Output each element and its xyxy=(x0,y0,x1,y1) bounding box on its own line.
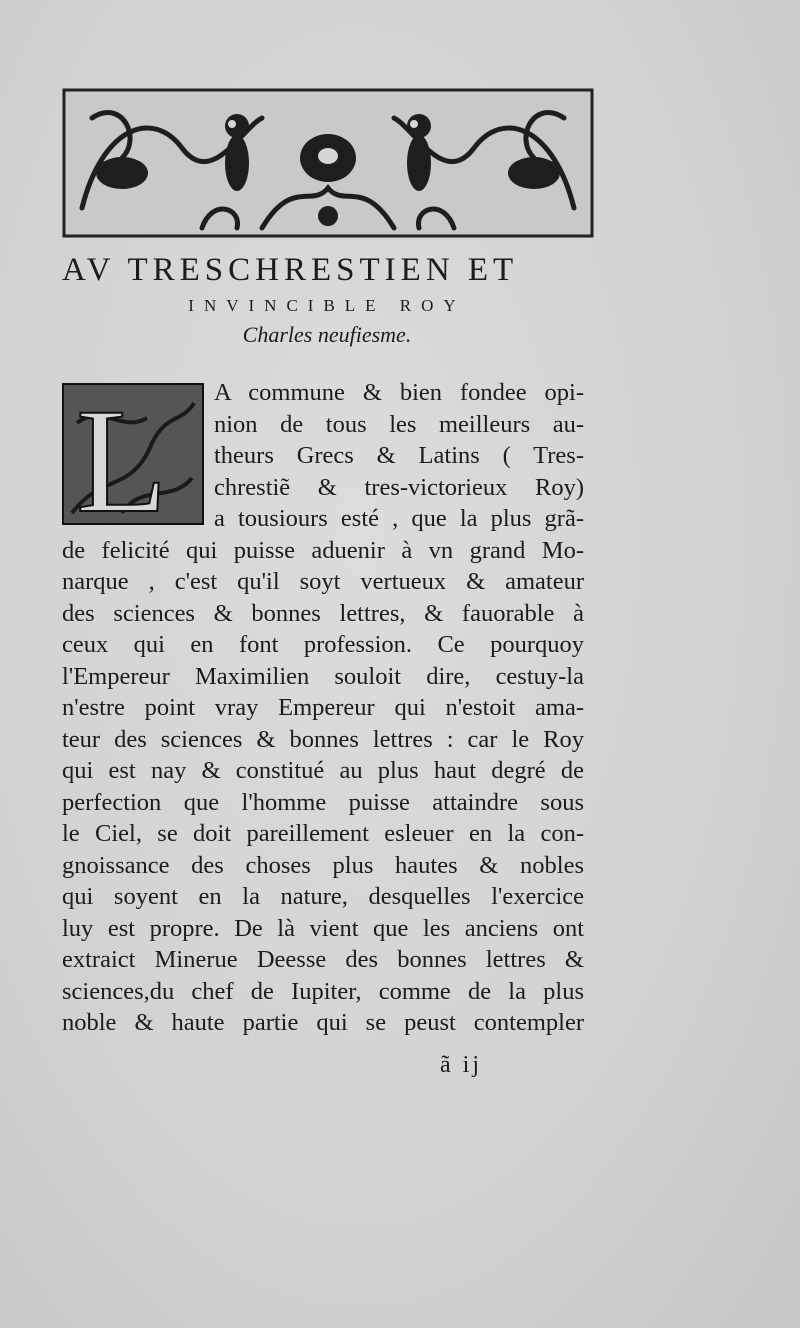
text-line: nion de tous les meilleurs au- xyxy=(214,410,584,438)
text-line: theurs Grecs & Latins ( Tres- xyxy=(214,442,584,469)
text-line: gnoissance des choses plus hautes & nobles xyxy=(62,851,584,879)
text-line: des sciences & bonnes lettres, & fauorable à xyxy=(62,599,584,627)
text-line: ceux qui en font profession. Ce pourquoy xyxy=(62,631,584,658)
text-line: narque , c'est qu'il soyt vertueux & amateur xyxy=(62,568,584,595)
text-line: noble & haute partie qui se peust contempler xyxy=(62,1009,584,1036)
dedication-title-line-3: Charles neufiesme. xyxy=(242,322,412,347)
text-line: a tousiours esté , que la plus grã- xyxy=(214,505,584,532)
text-line: teur des sciences & bonnes lettres : car le Roy xyxy=(62,725,584,753)
text-line: perfection que l'homme puisse attaindre sous xyxy=(62,788,584,816)
text-line: extraict Minerue Deesse des bonnes lettres & xyxy=(62,946,584,973)
text-line: sciences,du chef de Iupiter, comme de la plus xyxy=(62,977,584,1005)
dedication-body xyxy=(62,377,584,1039)
dedication-title-line-2: INVINCIBLE ROY xyxy=(188,296,466,315)
text-line: A commune & bien fondee opi- xyxy=(214,379,584,406)
ornamental-headpiece-icon xyxy=(62,88,594,238)
text-line: luy est propre. De là vient que les anciens ont xyxy=(62,914,584,942)
signature-mark: ã ij xyxy=(440,1052,482,1078)
text-line: l'Empereur Maximilien souloit dire, cestuy-la xyxy=(62,662,584,690)
text-line: chrestiẽ & tres-victorieux Roy) xyxy=(214,473,584,501)
text-line: n'estre point vray Empereur qui n'estoit ama- xyxy=(62,694,584,721)
dedication-title-line-1: AV TRESCHRESTIEN ET xyxy=(62,252,519,288)
text-line: le Ciel, se doit pareillement esleuer en la con- xyxy=(62,820,584,847)
text-line: qui soyent en la nature, desquelles l'exercice xyxy=(62,883,584,910)
text-line: de felicité qui puisse aduenir à vn grand Mo- xyxy=(62,536,584,564)
drop-cap-letter: L xyxy=(76,383,168,525)
text-line: qui est nay & constitué au plus haut degré de xyxy=(62,757,584,784)
